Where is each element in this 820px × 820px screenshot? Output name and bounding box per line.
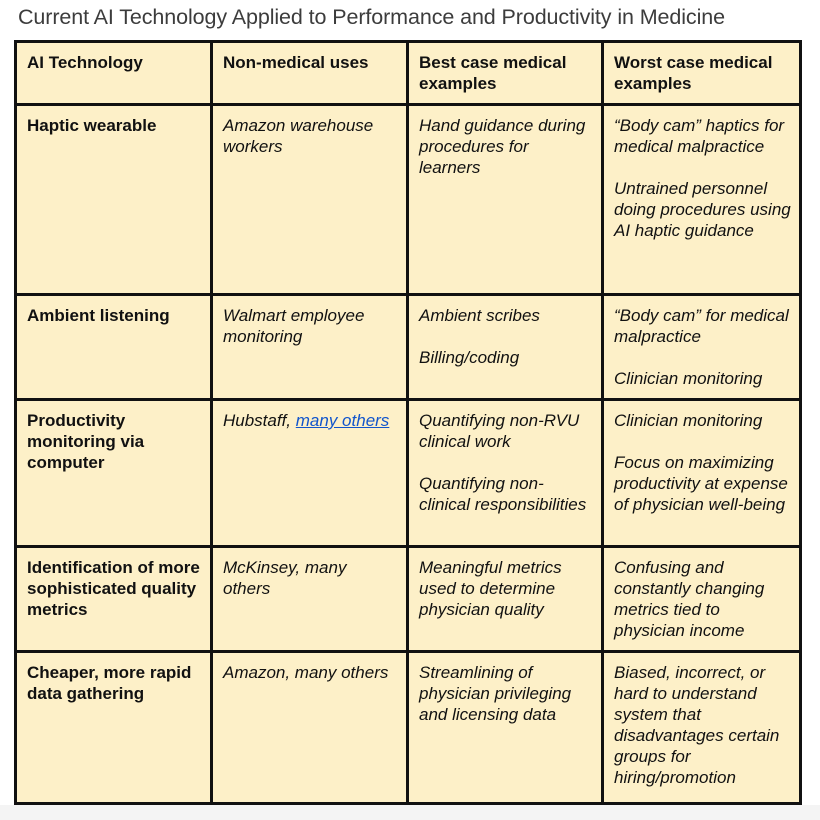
cell-text: Meaningful metrics used to determine physician quality xyxy=(419,558,562,619)
cell-text: Hand guidance during procedures for learners xyxy=(419,116,586,177)
header-non-medical-uses: Non-medical uses xyxy=(212,42,408,105)
row-technology: Productivity monitoring via computer xyxy=(16,400,212,547)
worst-case-cell xyxy=(603,295,801,400)
non-medical-cell xyxy=(212,547,408,652)
cell-text: “Body cam” for medical malpractice xyxy=(614,306,789,346)
non-medical-cell xyxy=(212,400,408,547)
worst-case-cell xyxy=(603,652,801,804)
table-header-row xyxy=(16,42,801,105)
header-best-case: Best case medical examples xyxy=(408,42,603,105)
document-title: Current AI Technology Applied to Performance and Productivity in Medicine xyxy=(18,5,725,29)
best-case-cell xyxy=(408,295,603,400)
cell-text: Confusing and constantly changing metrics tied to physician income xyxy=(614,558,765,640)
cell-text: “Body cam” haptics for medical malpractice xyxy=(614,116,785,156)
table-row xyxy=(16,547,801,652)
best-case-cell xyxy=(408,652,603,804)
worst-case-cell xyxy=(603,105,801,295)
worst-case-cell xyxy=(603,400,801,547)
row-technology: Identification of more sophisticated quality metrics xyxy=(16,547,212,652)
header-ai-technology: AI Technology xyxy=(16,42,212,105)
cell-text: Hubstaff, xyxy=(223,411,296,430)
cell-text: Focus on maximizing productivity at expense of physician well-being xyxy=(614,453,788,514)
non-medical-cell xyxy=(212,105,408,295)
table-row xyxy=(16,295,801,400)
cell-text: Amazon warehouse workers xyxy=(223,116,374,156)
row-technology: Cheaper, more rapid data gathering xyxy=(16,652,212,804)
many-others-link[interactable]: many others xyxy=(295,411,390,430)
cell-text: Ambient scribes xyxy=(419,306,540,325)
non-medical-cell xyxy=(212,295,408,400)
table-row xyxy=(16,652,801,804)
ai-technology-table xyxy=(14,40,802,805)
worst-case-cell xyxy=(603,547,801,652)
best-case-cell xyxy=(408,547,603,652)
cell-text: Clinician monitoring xyxy=(614,369,763,388)
cell-text: Biased, incorrect, or hard to understand system that disadvantages certain groups for hiring/promotion xyxy=(614,663,780,787)
best-case-cell xyxy=(408,105,603,295)
cell-text: Untrained personnel doing procedures using AI haptic guidance xyxy=(614,179,791,240)
cell-text: McKinsey, many others xyxy=(223,558,347,598)
table-row xyxy=(16,105,801,295)
cell-text: Quantifying non-RVU clinical work xyxy=(419,411,580,451)
cell-text: Quantifying non-clinical responsibilities xyxy=(419,474,587,514)
cell-text: Amazon, many others xyxy=(223,663,389,682)
non-medical-cell xyxy=(212,652,408,804)
row-technology: Ambient listening xyxy=(16,295,212,400)
cell-text: Clinician monitoring xyxy=(614,411,763,430)
cell-text: Streamlining of physician privileging and licensing data xyxy=(419,663,572,724)
cell-text: Billing/coding xyxy=(419,348,520,367)
cell-text: Walmart employee monitoring xyxy=(223,306,365,346)
header-worst-case: Worst case medical examples xyxy=(603,42,801,105)
best-case-cell xyxy=(408,400,603,547)
page-bottom-margin xyxy=(0,805,820,820)
row-technology: Haptic wearable xyxy=(16,105,212,295)
table-row xyxy=(16,400,801,547)
